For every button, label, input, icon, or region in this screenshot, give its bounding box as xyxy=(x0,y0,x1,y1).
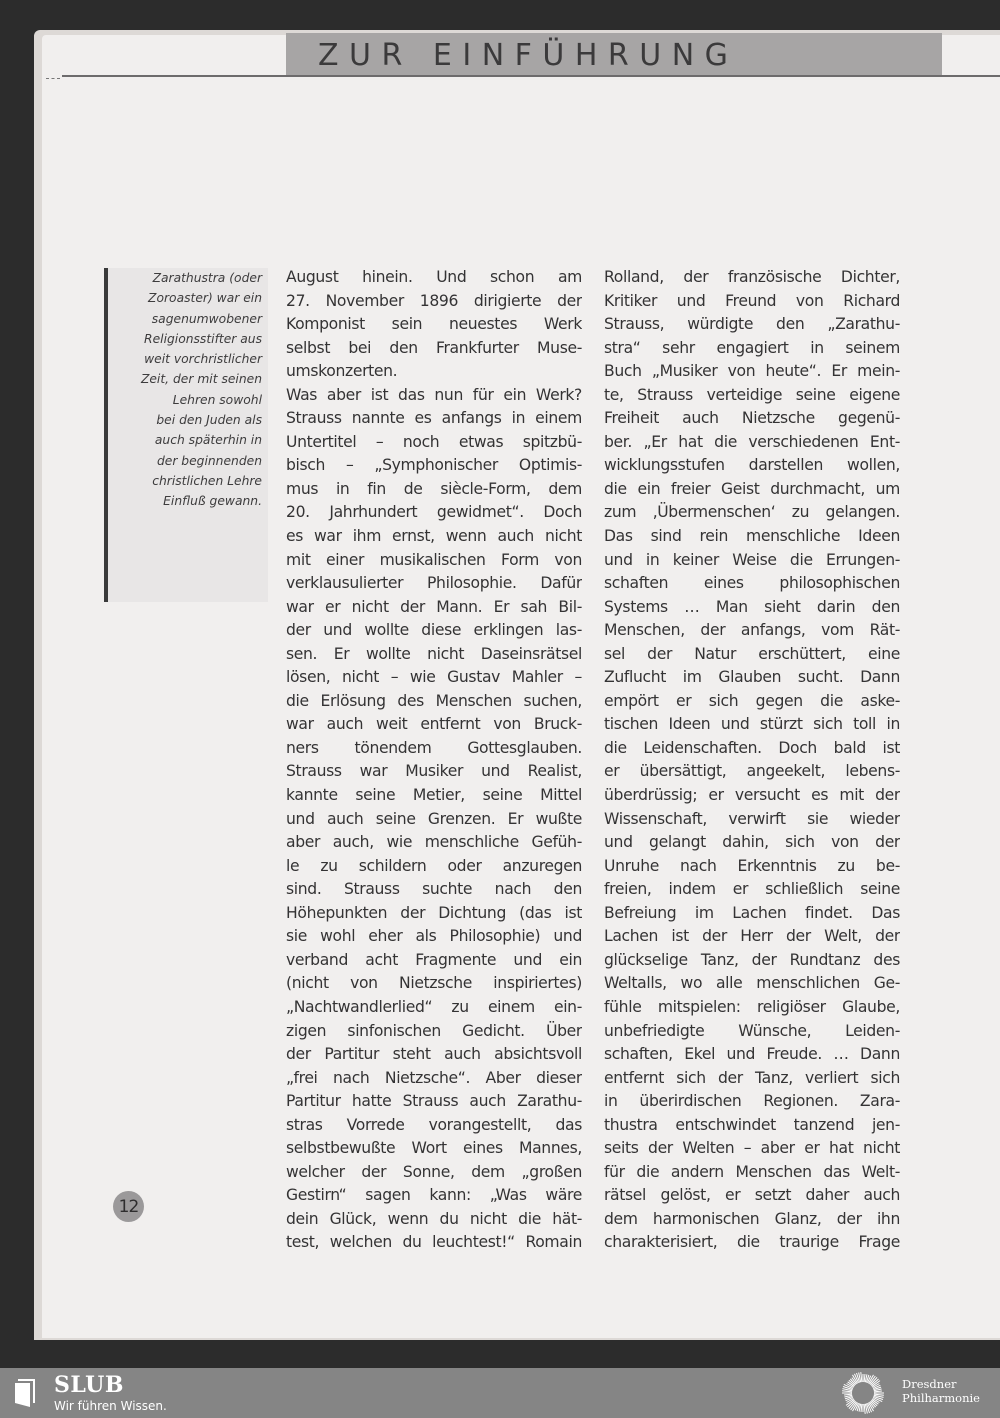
dresdner-philharmonie-logo-name[interactable]: Dresdner Philharmonie xyxy=(902,1377,980,1405)
text-line: wicklungsstufen darstellen wollen, xyxy=(604,456,900,475)
text-line: für die andern Menschen das Welt- xyxy=(604,1162,900,1181)
text-line: freien, indem er schließlich seine xyxy=(604,880,900,899)
sidebar-note-line: weit vorchristlicher xyxy=(144,352,262,367)
text-line: und gelangt dahin, sich von der xyxy=(604,833,900,852)
sunburst-ray xyxy=(844,1394,852,1395)
text-line: „Nachtwandlerlied“ zu einem ein- xyxy=(286,997,582,1016)
text-line: er übersättigt, angeekelt, lebens- xyxy=(604,762,900,781)
text-line: schaften, Ekel und Freude. … Dann xyxy=(604,1045,900,1064)
text-line: aber auch, wie menschliche Gefüh- xyxy=(286,833,582,852)
text-line: und in keiner Weise die Errungen- xyxy=(604,550,900,569)
sidebar-note-line: christlichen Lehre xyxy=(152,473,262,488)
sidebar-note-line: Zarathustra (oder xyxy=(152,271,262,285)
text-line: Freiheit auch Nietzsche gegenü- xyxy=(604,409,900,428)
sidebar-note xyxy=(110,268,262,512)
text-line: Weltalls, wo alle menschlichen Ge- xyxy=(604,974,900,993)
text-line: Das sind rein menschliche Ideen xyxy=(604,527,900,546)
text-line: Befreiung im Lachen findet. Das xyxy=(604,903,900,922)
text-line: war er nicht der Mann. Er sah Bil- xyxy=(286,597,582,616)
header-rule xyxy=(62,75,1000,77)
slub-logo-name[interactable]: SLUB xyxy=(54,1372,124,1398)
text-line: Untertitel – noch etwas spitzbü- xyxy=(286,432,582,451)
sidebar-note-line: Religionsstifter aus xyxy=(144,331,262,346)
text-line: Lachen ist der Herr der Welt, der xyxy=(604,927,900,946)
sidebar-accent-bar xyxy=(104,268,108,602)
text-line: entfernt sich der Tanz, verliert sich xyxy=(604,1068,900,1087)
text-line: sen. Er wollte nicht Daseinsrätsel xyxy=(286,644,582,663)
text-line: unbefriedigte Wünsche, Leiden- xyxy=(604,1021,900,1040)
text-line: lösen, nicht – wie Gustav Mahler – xyxy=(286,668,582,687)
text-line: Unruhe nach Erkenntnis zu be- xyxy=(604,856,900,875)
text-line: sind. Strauss suchte nach den xyxy=(286,880,582,899)
text-line: selbstbewußte Wort eines Mannes, xyxy=(286,1139,582,1158)
sidebar-note-line: Lehren sowohl xyxy=(172,392,262,407)
text-line: ber. „Er hat die verschiedenen Ent- xyxy=(604,432,900,451)
text-line: Menschen, der anfangs, vom Rät- xyxy=(604,621,900,640)
text-line: in überirdischen Regionen. Zara- xyxy=(604,1092,900,1111)
sidebar-note-line: sagenumwobener xyxy=(151,311,262,326)
text-line: 27. November 1896 dirigierte der xyxy=(286,291,582,310)
text-line: überdrüssig; er versucht es mit der xyxy=(604,786,900,805)
text-line: Komponist sein neuestes Werk xyxy=(286,315,582,334)
text-line: charakterisiert, die traurige Frage xyxy=(604,1233,900,1252)
text-line: fühle mitspielen: religiöser Glaube, xyxy=(604,997,900,1016)
text-line: Was aber ist das nun für ein Werk? xyxy=(286,385,582,404)
text-line: stra“ sehr engagiert in seinem xyxy=(604,338,900,357)
slub-book-icon xyxy=(13,1376,39,1408)
text-line: und auch seine Grenzen. Er wußte xyxy=(286,809,582,828)
text-line: Strauss, würdigte den „Zarathu- xyxy=(604,315,900,334)
text-line: Gestirn“ sagen kann: „Was wäre xyxy=(286,1186,582,1205)
text-line: war auch weit entfernt von Bruck- xyxy=(286,715,582,734)
text-line: die ein freier Geist durchmacht, um xyxy=(604,479,900,498)
text-line: empört er sich gegen die aske- xyxy=(604,691,900,710)
sidebar-note-line: Zeit, der mit seinen xyxy=(140,372,262,387)
page-number: 12 xyxy=(113,1191,144,1222)
sunburst-ray xyxy=(874,1391,882,1392)
text-line: schaften eines philosophischen xyxy=(604,574,900,593)
footer-bar xyxy=(0,1368,1000,1418)
text-line: tischen Ideen und stürzt sich toll in xyxy=(604,715,900,734)
text-line: der Partitur steht auch absichtsvoll xyxy=(286,1045,582,1064)
text-line: dem harmonischen Glanz, der ihn xyxy=(604,1209,900,1228)
text-line: mit einer musikalischen Form von xyxy=(286,550,582,569)
text-line: Strauss war Musiker und Realist, xyxy=(286,762,582,781)
text-line: stras Vorrede vorangestellt, das xyxy=(286,1115,582,1134)
body-column-1 xyxy=(286,266,582,1255)
text-line: verklausulierter Philosophie. Dafür xyxy=(286,574,582,593)
text-line: zigen sinfonischen Gedicht. Über xyxy=(286,1021,582,1040)
text-line: „frei nach Nietzsche“. Aber dieser xyxy=(286,1068,582,1087)
text-line: selbst bei den Frankfurter Muse- xyxy=(286,338,582,357)
sunburst-ray xyxy=(874,1394,884,1395)
text-line: Systems … Man sieht darin den xyxy=(604,597,900,616)
text-line: Buch „Musiker von heute“. Er mein- xyxy=(604,362,900,381)
sunburst-ray xyxy=(861,1404,862,1412)
section-title: ZUR EINFÜHRUNG xyxy=(318,38,739,73)
text-line: rätsel gelöst, er setzt daher auch xyxy=(604,1186,900,1205)
sunburst-ray xyxy=(842,1391,852,1392)
sunburst-ray xyxy=(864,1374,865,1382)
text-line: bisch – „Symphonischer Optimis- xyxy=(286,456,582,475)
sidebar-note-line: auch späterhin in xyxy=(154,433,262,448)
text-line: Partitur hatte Strauss auch Zarathu- xyxy=(286,1092,582,1111)
sidebar-note-line: Einfluß gewann. xyxy=(163,494,262,509)
text-line: dein Glück, wenn du nicht die hät- xyxy=(286,1209,582,1228)
slub-logo-tagline: Wir führen Wissen. xyxy=(54,1399,167,1413)
text-line: Zuflucht im Glauben sucht. Dann xyxy=(604,668,900,687)
text-line: glückselige Tanz, der Rundtanz des xyxy=(604,950,900,969)
sunburst-ray xyxy=(861,1372,862,1382)
text-line: sel der Natur erschüttert, eine xyxy=(604,644,900,663)
text-line: verband acht Fragmente und ein xyxy=(286,950,582,969)
text-line: mus in fin de siècle-Form, dem xyxy=(286,479,582,498)
text-line: die Leidenschaften. Doch bald ist xyxy=(604,738,900,757)
text-line: seits der Welten – aber er hat nicht xyxy=(604,1139,900,1158)
text-line: zum ‚Übermenschen‘ zu gelangen. xyxy=(604,503,900,522)
text-line: umskonzerten. xyxy=(286,362,398,381)
text-line: kannte seine Metier, seine Mittel xyxy=(286,786,582,805)
text-line: welcher der Sonne, dem „großen xyxy=(286,1162,582,1181)
text-line: August hinein. Und schon am xyxy=(286,268,582,286)
sidebar-note-line: der beginnenden xyxy=(156,453,262,468)
text-line: Kritiker und Freund von Richard xyxy=(604,291,900,310)
text-line: ners tönendem Gottesglauben. xyxy=(286,738,582,757)
body-column-2 xyxy=(604,266,900,1255)
text-line: Wissenschaft, verwirft sie wieder xyxy=(604,809,900,828)
text-line: die Erlösung des Menschen suchen, xyxy=(286,691,582,710)
text-line: Höhepunkten der Dichtung (das ist xyxy=(286,903,582,922)
text-line: le zu schildern oder anzuregen xyxy=(286,856,582,875)
text-line: sie wohl eher als Philosophie) und xyxy=(286,927,582,946)
text-line: te, Strauss verteidige seine eigene xyxy=(604,385,900,404)
text-line: thustra entschwindet tanzend jen- xyxy=(604,1115,900,1134)
text-line: es war ihm ernst, wenn auch nicht xyxy=(286,527,582,546)
text-line: 20. Jahrhundert gewidmet“. Doch xyxy=(286,503,582,522)
sidebar-note-line: bei den Juden als xyxy=(156,413,262,428)
text-line: Strauss nannte es anfangs in einem xyxy=(286,409,582,428)
crop-mark xyxy=(46,78,60,81)
text-line: Rolland, der französische Dichter, xyxy=(604,268,900,286)
text-line: der und wollte diese erklingen las- xyxy=(286,621,582,640)
sunburst-ray xyxy=(864,1404,865,1414)
dresdner-philharmonie-sunburst-icon[interactable] xyxy=(840,1371,886,1415)
text-line: test, welchen du leuchtest!“ Romain xyxy=(286,1233,582,1252)
text-line: (nicht von Nietzsche inspiriertes) xyxy=(286,974,582,993)
sidebar-note-line: Zoroaster) war ein xyxy=(148,291,262,306)
